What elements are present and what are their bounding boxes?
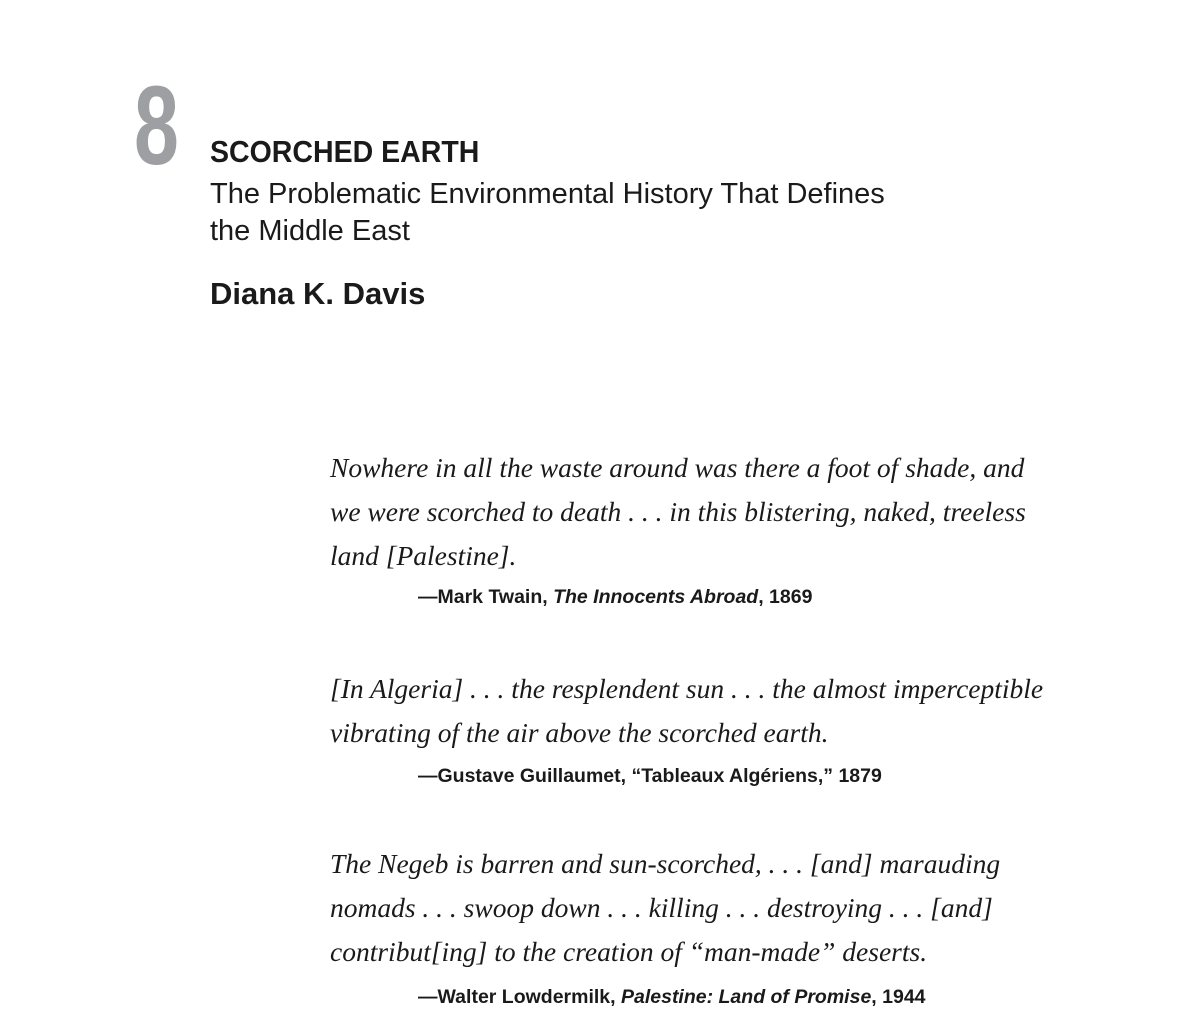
attribution-year: , 1944: [871, 986, 926, 1008]
chapter-title: SCORCHED EARTH: [210, 134, 480, 169]
epigraph-line: land [Palestine].: [330, 540, 517, 571]
epigraph-lowdermilk: [330, 842, 1090, 1008]
attribution-work-title: The Innocents Abroad: [553, 586, 759, 608]
chapter-subtitle-line: the Middle East: [210, 215, 410, 247]
chapter-subtitle-line: The Problematic Environmental History That Defines: [210, 178, 885, 210]
chapter-subtitle: [210, 176, 970, 250]
attribution-year: , 1869: [758, 586, 813, 608]
epigraph-attribution: —Gustave Guillaumet, “Tableaux Algériens,” 1879: [418, 765, 882, 787]
epigraph-line: contribut[ing] to the creation of “man-made” deserts.: [330, 936, 928, 967]
epigraph-line: The Negeb is barren and sun-scorched, . . . [and] marauding: [330, 848, 1001, 879]
attribution-work-title: Palestine: Land of Promise: [620, 986, 872, 1008]
epigraph-line: [In Algeria] . . . the resplendent sun . . . the almost imperceptible: [330, 673, 1044, 704]
epigraph-text: [330, 667, 1090, 755]
epigraph-text: [330, 446, 1090, 578]
epigraph-text: [330, 842, 1090, 974]
epigraph-twain: [330, 446, 1090, 608]
attribution-author: —Walter Lowdermilk,: [418, 986, 621, 1008]
epigraph-line: vibrating of the air above the scorched earth.: [330, 717, 829, 748]
chapter-number: 8: [134, 63, 178, 188]
epigraph-attribution: [418, 988, 1090, 1008]
epigraph-attribution: [418, 588, 1090, 608]
epigraph-line: Nowhere in all the waste around was there a foot of shade, and: [330, 452, 1025, 483]
epigraph-line: we were scorched to death . . . in this blistering, naked, treeless: [330, 496, 1026, 527]
attribution-author: —Mark Twain,: [418, 586, 554, 608]
epigraph-guillaumet: [330, 667, 1090, 787]
epigraph-line: nomads . . . swoop down . . . killing . . . destroying . . . [and]: [330, 892, 993, 923]
chapter-author: Diana K. Davis: [210, 276, 426, 311]
